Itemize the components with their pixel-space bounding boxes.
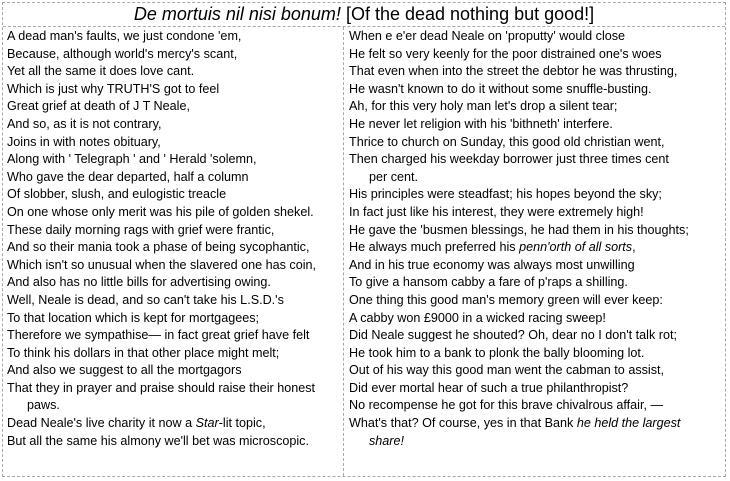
line-text: On one whose only merit was his pile of golden shekel. <box>7 204 314 219</box>
line-text: To think his dollars in that other place might melt; <box>7 345 280 360</box>
line-text: Dead Neale's live charity it now a <box>7 416 196 431</box>
poem-line <box>7 433 343 451</box>
poem-line <box>7 134 343 152</box>
poem-line <box>7 46 343 64</box>
poem-line <box>349 274 725 292</box>
poem-line <box>349 81 725 99</box>
poem-line <box>349 257 725 275</box>
line-text: And also we suggest to all the mortgagors <box>7 363 242 378</box>
line-text: Along with ' Telegraph ' and ' Herald 'solemn, <box>7 152 257 167</box>
poem-line <box>7 362 343 380</box>
line-text: Did Neale suggest he shouted? Oh, dear no I don't talk rot; <box>349 328 677 343</box>
poem-line <box>7 151 343 169</box>
line-text: Because, although world's mercy's scant, <box>7 46 238 61</box>
line-text: He took him to a bank to plonk the bally blooming lot. <box>349 345 645 360</box>
poem-line <box>7 239 343 257</box>
right-column <box>344 27 725 476</box>
poem-line <box>7 81 343 99</box>
poem-line <box>7 257 343 275</box>
line-text: A cabby won £9000 in a wicked racing sweep! <box>349 310 606 325</box>
line-text: Great grief at death of J T Neale, <box>7 99 190 114</box>
poem-line <box>7 98 343 116</box>
line-text: To that location which is kept for mortgagees; <box>7 310 260 325</box>
poem-line <box>7 415 343 433</box>
poem-line <box>7 397 343 415</box>
line-italic-text: Star <box>195 416 219 431</box>
left-column <box>3 27 344 476</box>
poem-line <box>7 204 343 222</box>
poem-line <box>349 169 725 187</box>
line-text: In fact just like his interest, they were extremely high! <box>349 204 644 219</box>
line-text: Who gave the dear departed, half a column <box>7 169 249 184</box>
line-text: No recompense he got for this brave chivalrous affair, — <box>349 398 664 413</box>
line-text: These daily morning rags with grief were frantic, <box>7 222 275 237</box>
line-text: That even when into the street the debtor he was thrusting, <box>349 64 678 79</box>
line-text: And so their mania took a phase of being sycophantic, <box>7 240 310 255</box>
poem-line <box>349 186 725 204</box>
poem-line <box>7 28 343 46</box>
line-text: To give a hansom cabby a fare of p'raps a shilling. <box>349 275 628 290</box>
poem-line <box>349 310 725 328</box>
line-text: Joins in with notes obituary, <box>7 134 161 149</box>
line-text: When e e'er dead Neale on 'proputty' would close <box>349 29 626 43</box>
poem-line <box>349 204 725 222</box>
poem-line <box>349 397 725 415</box>
line-text: What's that? Of course, yes in that Bank <box>349 416 577 431</box>
line-text: One thing this good man's memory green will ever keep: <box>349 292 663 307</box>
poem-line <box>349 116 725 134</box>
poem-line <box>349 134 725 152</box>
line-text: Did ever mortal hear of such a true philanthropist? <box>349 380 629 395</box>
poem-line <box>7 380 343 398</box>
poem-line <box>349 415 725 433</box>
poem-line <box>349 28 725 46</box>
poem-line <box>7 345 343 363</box>
line-text: Of slobber, slush, and eulogistic treacle <box>7 187 227 202</box>
poem-line <box>349 222 725 240</box>
line-text: But all the same his almony we'll bet was microscopic. <box>7 433 309 448</box>
line-text: He wasn't known to do it without some snuffle-busting. <box>349 81 652 96</box>
line-text: He gave the 'busmen blessings, he had them in his thoughts; <box>349 222 689 237</box>
line-text: Out of his way this good man went the cabman to assist, <box>349 363 665 378</box>
poem-line <box>7 63 343 81</box>
line-text: Yet all the same it does love cant. <box>7 64 195 79</box>
poem-line <box>349 63 725 81</box>
poem-line <box>349 46 725 64</box>
poem-line <box>7 116 343 134</box>
title-latin: De mortuis nil nisi bonum! <box>133 4 341 24</box>
line-text: And in his true economy was always most unwilling <box>349 257 635 272</box>
poem-line <box>349 98 725 116</box>
poem-line <box>349 380 725 398</box>
line-text: And also has no little bills for advertising owing. <box>7 275 271 290</box>
poem-line <box>349 433 725 451</box>
line-italic-text: penn'orth of all sorts <box>519 240 633 255</box>
line-text: Well, Neale is dead, and so can't take his L.S.D.'s <box>7 292 284 307</box>
poem-line <box>349 292 725 310</box>
line-text: Which is just why TRUTH'S got to feel <box>7 81 220 96</box>
poem-line <box>7 292 343 310</box>
poem-title <box>3 3 725 27</box>
line-text: That they in prayer and praise should raise their honest <box>7 380 316 395</box>
poem-line <box>7 310 343 328</box>
line-text: His principles were steadfast; his hopes beyond the sky; <box>349 187 662 202</box>
poem-line <box>349 362 725 380</box>
line-text: He always much preferred his <box>349 240 520 255</box>
poem-line <box>349 345 725 363</box>
line-text: Thrice to church on Sunday, this good old christian went, <box>349 134 665 149</box>
poem-line <box>7 169 343 187</box>
line-text: Then charged his weekday borrower just three times cent <box>349 152 669 167</box>
line-text: paws. <box>27 398 60 413</box>
line-italic-text: he held the largest <box>576 416 681 431</box>
poem-line <box>7 222 343 240</box>
title-translation: [Of the dead nothing but good!] <box>345 4 595 24</box>
poem-document <box>2 2 726 477</box>
poem-line <box>349 239 725 257</box>
line-text: Ah, for this very holy man let's drop a silent tear; <box>349 99 618 114</box>
line-text: per cent. <box>369 169 419 184</box>
line-text: A dead man's faults, we just condone 'em, <box>7 29 242 43</box>
line-text-after: -lit topic, <box>218 416 266 431</box>
poem-line <box>349 327 725 345</box>
line-text: He felt so very keenly for the poor distrained one's woes <box>349 46 662 61</box>
line-italic-text: share! <box>369 433 405 448</box>
poem-line <box>7 186 343 204</box>
line-text: Which isn't so unusual when the slavered one has coin, <box>7 257 317 272</box>
line-text-after: , <box>632 240 636 255</box>
poem-line <box>7 274 343 292</box>
line-text: And so, as it is not contrary, <box>7 116 162 131</box>
line-text: He never let religion with his 'bithneth' interfere. <box>349 116 613 131</box>
poem-line <box>349 151 725 169</box>
poem-line <box>7 327 343 345</box>
line-text: Therefore we sympathise— in fact great grief have felt <box>7 328 310 343</box>
